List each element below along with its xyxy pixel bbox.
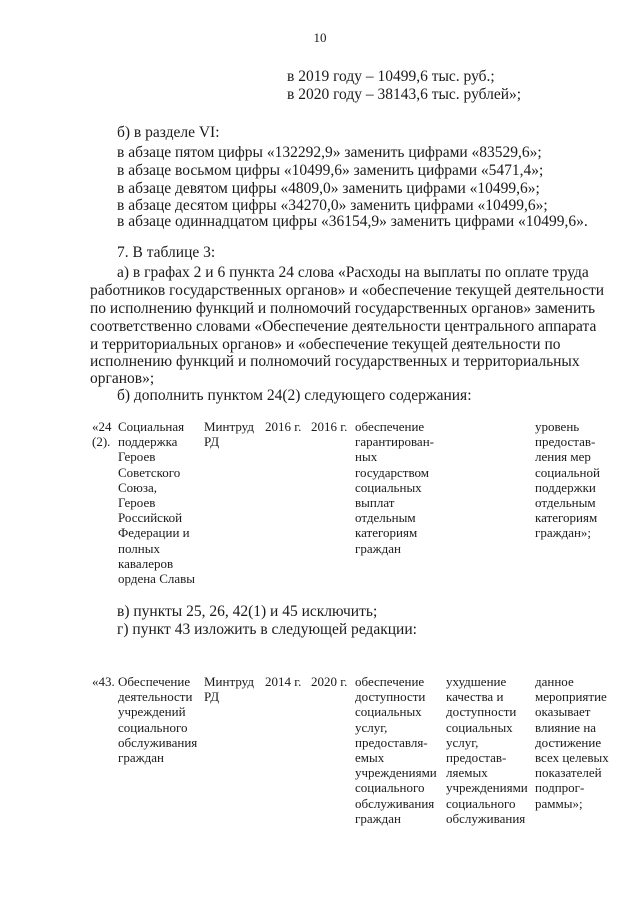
table1-result-line: обеспечение — [355, 419, 425, 434]
table1-indicator-line: поддержки — [535, 479, 596, 495]
table2-name-line: деятельности — [118, 689, 193, 705]
table1-name-line: кавалеров — [118, 555, 174, 571]
table2-indicator-line: влияние на — [535, 719, 597, 735]
table2-consequence-line: доступности — [446, 704, 517, 720]
table2-result-line: доступности — [355, 689, 426, 705]
section-b-line: в абзаце пятом цифры «132292,9» заменить цифрами «83529,6»; — [117, 144, 542, 161]
table2-name-line: граждан — [118, 749, 164, 765]
table1-result — [355, 419, 434, 556]
section-b-line: в абзаце восьмом цифры «10499,6» заменить цифрами «5471,4»; — [117, 162, 544, 179]
table2-consequence-line: обслуживания — [446, 810, 526, 826]
table2-name — [118, 674, 197, 765]
item7-para-a-line: органов»; — [90, 370, 155, 387]
table1-name — [118, 419, 195, 586]
table2-indicator — [535, 674, 609, 811]
table2-consequence-line: учреждениями — [446, 780, 528, 796]
table2-result-line: граждан — [355, 810, 401, 826]
table1-executor-line: Минтруд — [204, 419, 254, 434]
table1-result-line: социальных — [355, 479, 422, 495]
table2-result-line: социальных — [355, 704, 422, 720]
item7-para-a-line: а) в графах 2 и 6 пункта 24 слова «Расходы на выплаты по оплате труда — [117, 264, 589, 281]
table1-result-line: отдельным — [355, 510, 416, 526]
table1-indicator-line: ления мер — [535, 449, 591, 465]
table2-indicator-line: раммы»; — [535, 795, 583, 811]
item7-para-b: б) дополнить пунктом 24(2) следующего содержания: — [117, 387, 472, 404]
section-b-line: в абзаце девятом цифры «4809,0» заменить цифрами «10499,6»; — [117, 180, 540, 197]
table2-consequence-line: социального — [446, 795, 516, 811]
table1-result-line: категориям — [355, 525, 418, 541]
table1-name-line: ордена Славы — [118, 570, 195, 586]
table1-executor-line: РД — [204, 434, 220, 450]
table2-executor-line: РД — [204, 689, 220, 705]
table2-num: «43. — [92, 674, 115, 689]
table1-name-line: Союза, — [118, 479, 158, 495]
table2-indicator-line: достижение — [535, 734, 602, 750]
item7-para-a-line: исполнению функций и полномочий государственных и территориальных — [90, 353, 580, 370]
table1-executor — [204, 419, 254, 449]
table1-indicator — [535, 419, 600, 541]
table1-name-line: Федерации и — [118, 525, 190, 541]
table2-indicator-line: всех целевых — [535, 749, 609, 765]
table1-name-line: Героев — [118, 449, 156, 465]
table1-indicator-line: уровень — [535, 419, 580, 434]
table1-name-line: поддержка — [118, 434, 178, 450]
table2-executor-line: Минтруд — [204, 674, 254, 689]
table1-num-line: (2). — [92, 434, 111, 450]
table1-name-line: Социальная — [118, 419, 185, 434]
table1-start: 2016 г. — [265, 419, 302, 434]
table2-result-line: обслуживания — [355, 795, 435, 811]
intro-line-2019: в 2019 году – 10499,6 тыс. руб.; — [287, 68, 495, 85]
item7-para-a-line: и территориальных органов» и «обеспечение текущей деятельности по — [90, 336, 561, 353]
table1-indicator-line: предостав- — [535, 434, 596, 450]
table1-name-line: Российской — [118, 510, 183, 526]
section-b-line: в абзаце десятом цифры «34270,0» заменить цифрами «10499,6»; — [117, 197, 548, 214]
table2-indicator-line: мероприятие — [535, 689, 607, 705]
table1-result-line: гарантирован- — [355, 434, 434, 450]
table2-result-line: социального — [355, 780, 425, 796]
table2-consequence-line: услуг, — [446, 734, 479, 750]
table2-end: 2020 г. — [311, 674, 348, 689]
section-b-line: в абзаце одиннадцатом цифры «36154,9» заменить цифрами «10499,6». — [117, 213, 588, 230]
table1-indicator-line: отдельным — [535, 494, 596, 510]
table1-indicator-line: граждан»; — [535, 525, 592, 541]
para-v: в) пункты 25, 26, 42(1) и 45 исключить; — [117, 603, 378, 620]
table2-consequence-line: предостав- — [446, 749, 507, 765]
table1-result-line: граждан — [355, 540, 401, 556]
table1-name-line: Героев — [118, 494, 156, 510]
table2-consequence-line: социальных — [446, 719, 513, 735]
table1-indicator-line: социальной — [535, 464, 600, 480]
table1-name-line: Советского — [118, 464, 181, 480]
table1-result-line: государством — [355, 464, 429, 480]
table2-result-line: предоставля- — [355, 734, 428, 750]
intro-line-2020: в 2020 году – 38143,6 тыс. рублей»; — [287, 86, 522, 103]
table2-consequence-line: ухудшение — [446, 674, 507, 689]
table2-result — [355, 674, 437, 826]
table1-result-line: ных — [355, 449, 378, 465]
table1-num — [92, 419, 112, 449]
table2-consequence-line: качества и — [446, 689, 504, 705]
table2-consequence — [446, 674, 528, 826]
table1-result-line: выплат — [355, 494, 395, 510]
item7-para-a-line: работников государственных органов» и «обеспечение текущей деятельности — [90, 282, 605, 299]
item7-para-a-line: соответственно словами «Обеспечение деятельности центрального аппарата — [90, 318, 597, 335]
table2-name-line: социального — [118, 719, 188, 735]
item7-heading: 7. В таблице 3: — [117, 244, 216, 261]
table2-name-line: обслуживания — [118, 734, 198, 750]
table2-name-line: учреждений — [118, 704, 186, 720]
table2-result-line: емых — [355, 749, 385, 765]
table2-indicator-line: показателей — [535, 765, 602, 781]
table2-consequence-line: ляемых — [446, 765, 488, 781]
table2-result-line: услуг, — [355, 719, 388, 735]
table2-executor — [204, 674, 254, 704]
table1-name-line: полных — [118, 540, 160, 556]
table2-indicator-line: оказывает — [535, 704, 591, 720]
table2-start: 2014 г. — [265, 674, 302, 689]
table2-indicator-line: подпрог- — [535, 780, 585, 796]
table1-end: 2016 г. — [311, 419, 348, 434]
item7-para-a-line: по исполнению функций и полномочий государственных органов» заменить — [90, 300, 596, 317]
page-number: 10 — [313, 30, 327, 45]
table1-indicator-line: категориям — [535, 510, 598, 526]
table1-num-line: «24 — [92, 419, 112, 434]
para-g: г) пункт 43 изложить в следующей редакции: — [117, 621, 417, 638]
section-b-heading: б) в разделе VI: — [117, 124, 220, 141]
table2-result-line: учреждениями — [355, 765, 437, 781]
table2-result-line: обеспечение — [355, 674, 425, 689]
table2-indicator-line: данное — [535, 674, 574, 689]
table2-name-line: Обеспечение — [118, 674, 191, 689]
